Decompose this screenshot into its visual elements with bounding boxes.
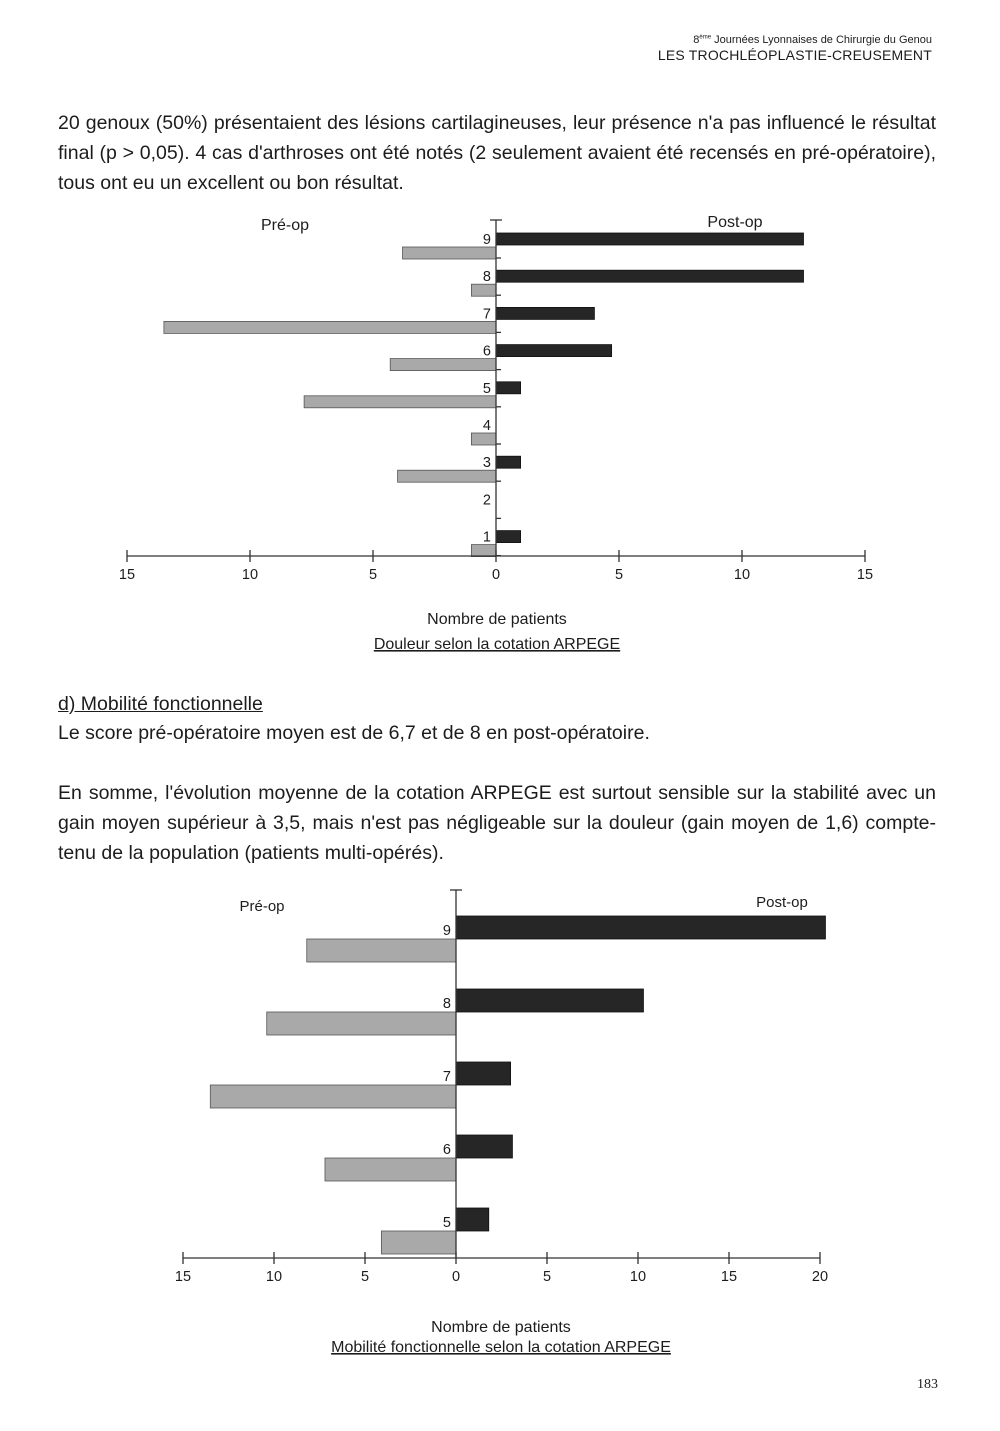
bar-post-op-6 <box>496 345 612 357</box>
category-label-7: 7 <box>482 306 491 323</box>
x-tick-label: 10 <box>265 1269 283 1285</box>
x-tick-label: 20 <box>811 1269 829 1285</box>
x-tick-label: 15 <box>720 1269 738 1285</box>
x-tick-label: 5 <box>360 1269 370 1285</box>
bar-pre-op-9 <box>403 247 496 259</box>
x-tick-label: 15 <box>856 567 874 583</box>
section-heading-text: d) Mobilité fonctionnelle <box>58 693 263 715</box>
bar-post-op-3 <box>496 456 521 468</box>
x-axis-label: Nombre de patients <box>431 1319 571 1336</box>
x-tick-label: 0 <box>451 1269 461 1285</box>
chart-mobilite-labels <box>239 894 807 1356</box>
chart-title: Douleur selon la cotation ARPEGE <box>373 636 621 653</box>
bar-pre-op-7 <box>164 321 496 333</box>
running-header <box>658 34 932 63</box>
legend-pre-op: Pré-op <box>239 898 285 915</box>
header-conference <box>658 34 932 47</box>
bar-pre-op-5 <box>381 1231 456 1254</box>
category-label-4: 4 <box>482 418 491 434</box>
header-conference-name: Journées Lyonnaises de Chirurgie du Genou <box>711 34 932 46</box>
category-label-9: 9 <box>482 232 491 248</box>
x-tick-label: 15 <box>174 1269 192 1285</box>
category-label-7: 7 <box>442 1069 451 1085</box>
chart-mobilite-bars <box>210 916 825 1254</box>
x-tick-label: 15 <box>118 567 136 583</box>
header-edition-number: 8 <box>693 34 700 46</box>
bar-pre-op-9 <box>307 939 456 962</box>
x-tick-label: 5 <box>368 567 378 583</box>
x-tick-label: 0 <box>491 567 501 583</box>
section-heading-mobilite <box>58 689 936 719</box>
category-label-5: 5 <box>442 1215 451 1231</box>
bar-post-op-5 <box>456 1208 489 1231</box>
bar-post-op-8 <box>456 989 643 1012</box>
bar-pre-op-7 <box>210 1085 456 1108</box>
category-label-8: 8 <box>442 996 451 1012</box>
legend-post-op: Post-op <box>756 894 808 911</box>
x-tick-label: 5 <box>614 567 624 583</box>
x-tick-label: 10 <box>629 1269 647 1285</box>
bar-pre-op-1 <box>471 545 496 557</box>
page-number: 183 <box>917 1377 938 1392</box>
bar-pre-op-5 <box>304 396 496 408</box>
chart-mobilite <box>0 880 1000 1360</box>
bar-pre-op-4 <box>471 433 496 445</box>
bar-pre-op-8 <box>267 1012 456 1035</box>
legend-post-op: Post-op <box>707 214 763 231</box>
category-label-1: 1 <box>482 529 491 546</box>
legend-pre-op: Pré-op <box>260 217 310 234</box>
category-label-3: 3 <box>482 455 491 472</box>
bar-pre-op-6 <box>390 359 496 371</box>
bar-post-op-9 <box>496 233 804 245</box>
category-label-8: 8 <box>482 269 491 286</box>
header-chapter-title: LES TROCHLÉOPLASTIE-CREUSEMENT <box>657 46 932 63</box>
bar-post-op-7 <box>456 1062 511 1085</box>
bar-pre-op-3 <box>398 470 496 482</box>
bar-post-op-9 <box>456 916 825 939</box>
paragraph-results: 20 genoux (50%) présentaient des lésions cartilagineuses, leur présence n'a pas influencé le résultat final (p > 0,05). 4 cas d'arthroses ont été notés (2 seulement avaient été recensés en pré-opératoire), tous ont eu un excellent ou bon résultat. <box>58 112 936 194</box>
chart-douleur <box>0 205 1000 665</box>
category-label-9: 9 <box>442 923 451 939</box>
bar-pre-op-6 <box>325 1158 456 1181</box>
x-tick-label: 10 <box>733 567 751 583</box>
header-edition-suffix: ème <box>699 34 712 41</box>
bar-pre-op-8 <box>471 284 496 296</box>
x-tick-label: 5 <box>542 1269 552 1285</box>
x-axis-label: Nombre de patients <box>427 611 567 628</box>
bar-post-op-6 <box>456 1135 512 1158</box>
bar-post-op-7 <box>496 307 594 319</box>
chart-title: Mobilité fonctionnelle selon la cotation ARPEGE <box>331 1339 671 1356</box>
bar-post-op-5 <box>496 382 521 394</box>
bar-post-op-8 <box>496 270 804 282</box>
category-label-6: 6 <box>482 343 491 360</box>
category-label-6: 6 <box>442 1142 451 1158</box>
category-label-5: 5 <box>482 380 491 397</box>
x-tick-label: 10 <box>241 567 259 583</box>
paragraph-mobilite: Le score pré-opératoire moyen est de 6,7 et de 8 en post-opératoire. <box>58 722 650 744</box>
category-label-2: 2 <box>482 492 491 509</box>
bar-post-op-1 <box>496 531 521 543</box>
paragraph-summary: En somme, l'évolution moyenne de la cotation ARPEGE est surtout sensible sur la stabilité avec un gain moyen supérieur à 3,5, mais n'est pas négligeable sur la douleur (gain moyen de 1,6) compte-tenu de la population (patients multi-opérés). <box>58 782 936 864</box>
